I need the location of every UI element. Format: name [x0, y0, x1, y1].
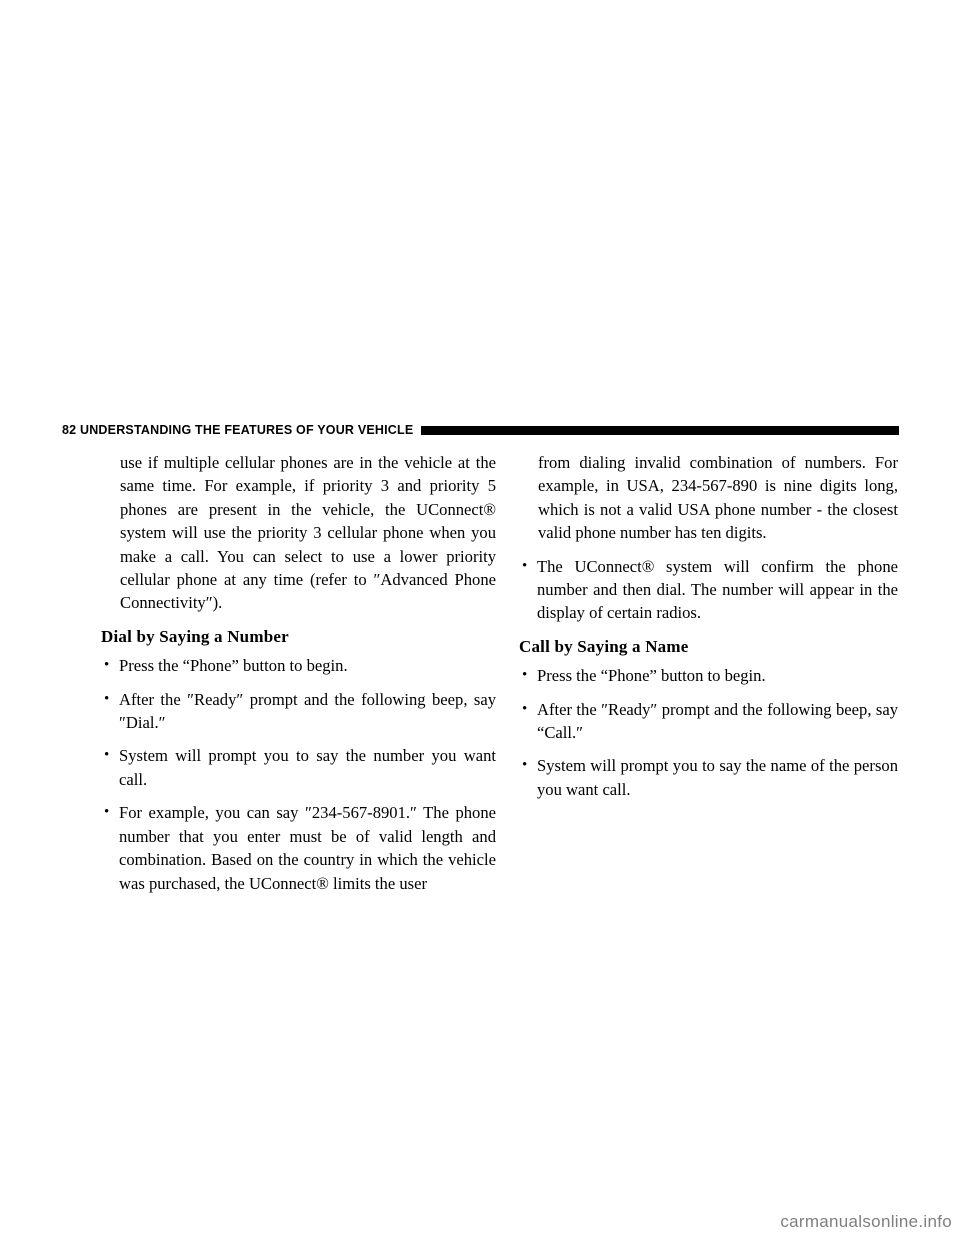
list-item [104, 801, 496, 895]
list-item-text: System will prompt you to say the number you want call. [119, 746, 496, 789]
list-item-text: Press the “Phone” button to begin. [537, 666, 766, 686]
bullet-icon: • [522, 667, 528, 684]
section-heading-dial: Dial by Saying a Number [101, 626, 289, 646]
continuation-paragraph: from dialing invalid combination of numbers. For example, in USA, 234-567-890 is nine digits long, which is not a valid USA phone number - the closest valid phone number has ten digits. [538, 453, 898, 543]
list-item [522, 698, 898, 745]
watermark: carmanualsonline.info [780, 1212, 952, 1231]
list-item-text: The UConnect® system will confirm the phone number and then dial. The number will appear in the display of certain radios. [537, 556, 898, 623]
list-item-text: After the ″Ready″ prompt and the following beep, say ″Dial.″ [119, 689, 496, 733]
list-item [522, 664, 898, 687]
bullet-icon: • [104, 657, 110, 674]
page-header-title: 82 UNDERSTANDING THE FEATURES OF YOUR VEHICLE [62, 423, 414, 437]
bullet-icon: • [522, 757, 528, 774]
bullet-icon: • [104, 690, 110, 707]
list-item-text: After the ″Ready″ prompt and the following beep, say “Call.″ [537, 699, 898, 743]
list-item-text: For example, you can say ″234-567-8901.″ The phone number that you enter must be of valid length and combination. Based on the country in which the vehicle was purchased, the UConnect® limits the user [119, 803, 496, 893]
right-column [519, 451, 898, 801]
bullet-icon: • [522, 700, 528, 717]
list-item [522, 555, 898, 625]
intro-paragraph: use if multiple cellular phones are in the vehicle at the same time. For example, if priority 3 and priority 5 phones are present in the vehicle, the UConnect® system will use the priority 3 cellular phone when you make a call. You can select to use a lower priority cellular phone at any time (refer to ″Advanced Phone Connectivity″). [120, 453, 496, 613]
list-item [104, 744, 496, 791]
list-item-text: System will prompt you to say the name of the person you want call. [537, 756, 898, 799]
bullet-icon: • [522, 557, 528, 574]
list-item [104, 654, 496, 677]
bullet-icon: • [104, 804, 110, 821]
list-item-text: Press the “Phone” button to begin. [119, 656, 348, 676]
section-heading-call: Call by Saying a Name [519, 636, 689, 656]
left-column [101, 451, 496, 895]
bullet-icon: • [104, 747, 110, 764]
list-item [104, 688, 496, 735]
page-header [62, 421, 899, 439]
header-rule [421, 426, 899, 435]
list-item [522, 754, 898, 801]
